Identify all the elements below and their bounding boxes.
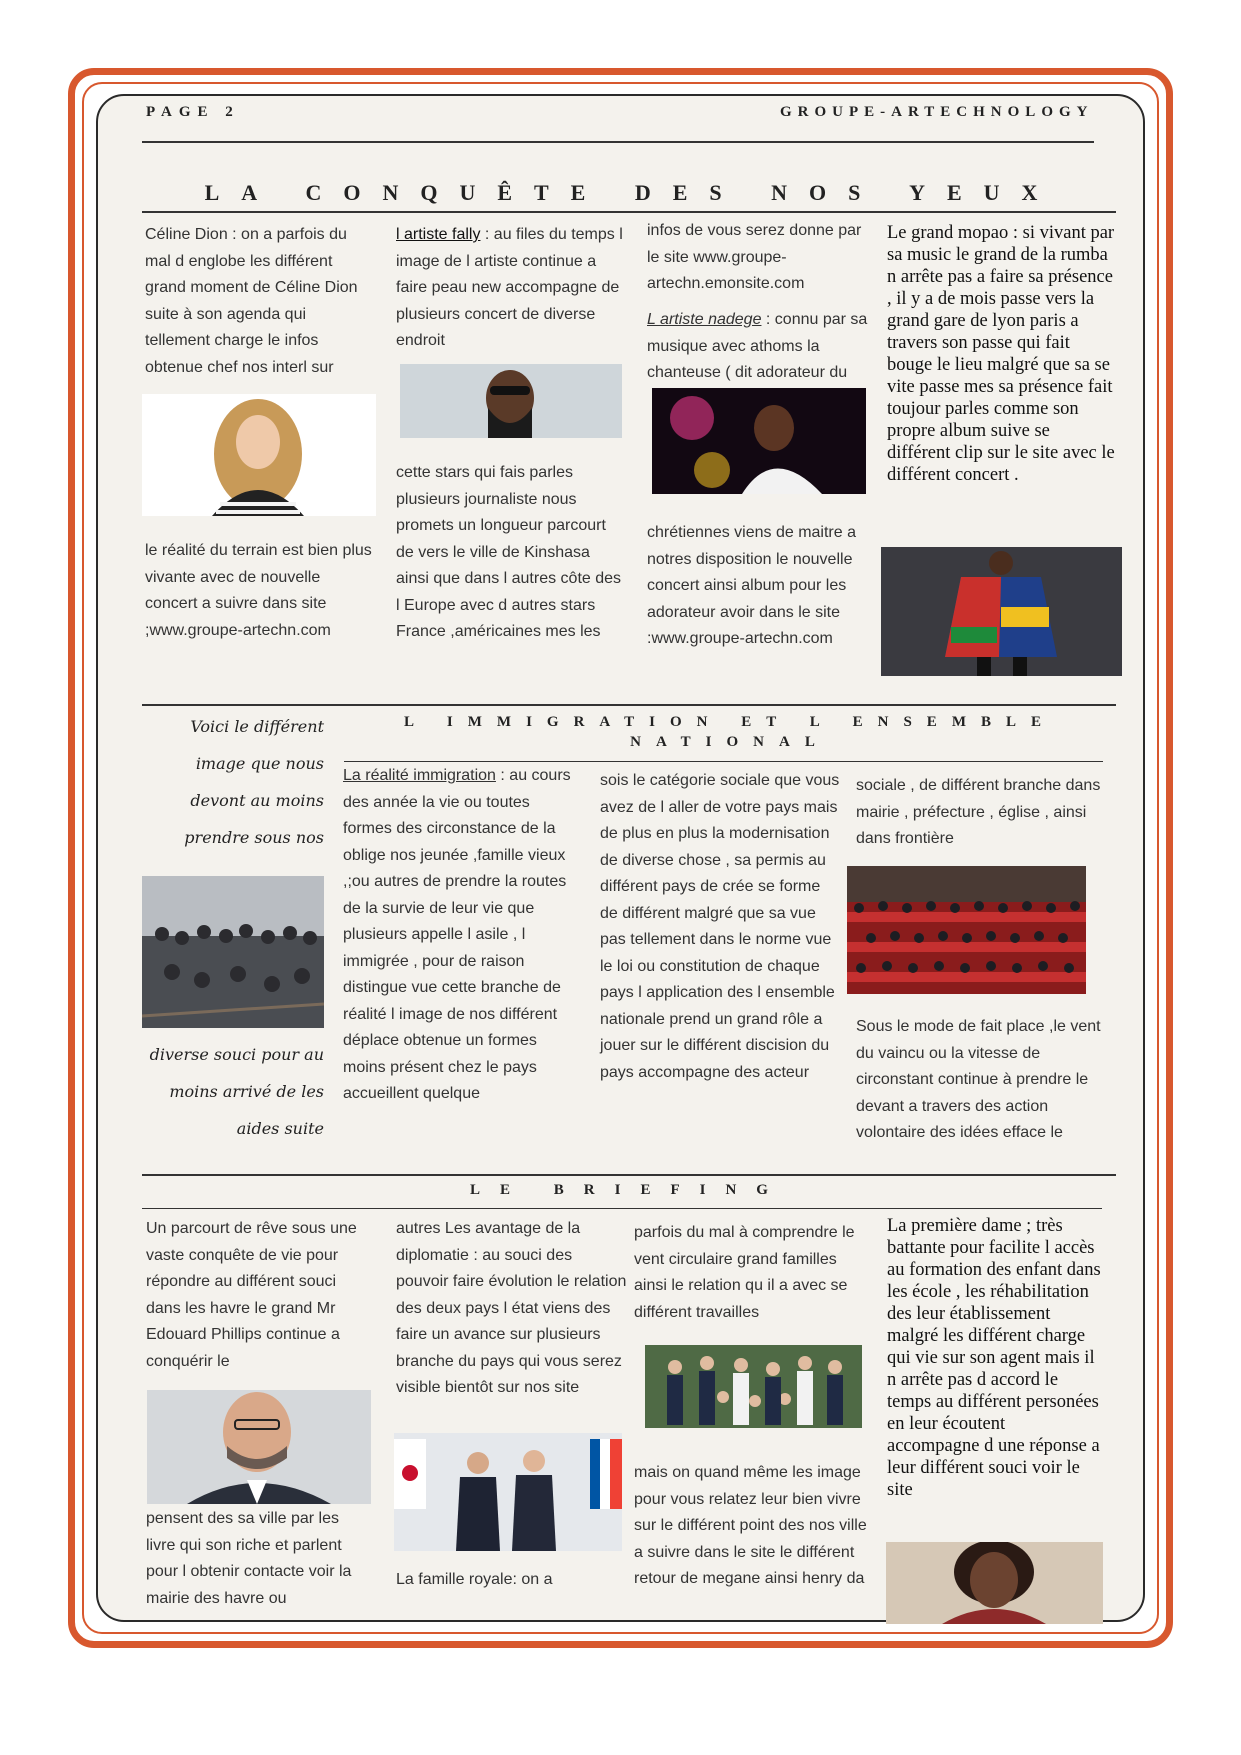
page-number: PAGE 2 [146, 104, 240, 120]
article-famille-royale-text-continued: mais on quand même les image pour vous relatez leur bien vivre sur le différent point des nos ville a suivre dans le site le différent retour de megane ainsi henry da [634, 1464, 867, 1587]
immigration-caption-top: Voici le différent image que nous devont au moins prendre sous nos [184, 717, 324, 847]
article-famille-royale-text: parfois du mal à comprendre le vent circulaire grand familles ainsi le relation qu il a avec se différent travailles [634, 1224, 855, 1321]
famille-royale-photo [645, 1345, 862, 1428]
article-nadege-lead: L artiste nadege [647, 311, 762, 328]
article-immigration-text [343, 763, 578, 1108]
nadege-photo [652, 388, 866, 494]
article-ensemble-text-end: Sous le mode de fait place ,le vent du vaincu ou la vitesse de circonstant continue à prendre le devant a travers des action volontaire des idées efface le [856, 1018, 1101, 1141]
section-title-immigration-line2: NATIONAL [630, 734, 830, 750]
immigration-caption-bottom: diverse souci pour au moins arrivé de les aides suite [149, 1045, 324, 1138]
premiere-dame-photo [886, 1542, 1103, 1624]
immigration-crowd-photo [142, 876, 324, 1028]
section-title-conquete: LA CONQUÊTE DES NOS YEUX [204, 180, 1060, 205]
article-nadege-text [647, 307, 877, 387]
section2-top-rule [142, 704, 1116, 706]
article-site-text: infos de vous serez donne par le site www.groupe-artechn.emonsite.com [647, 222, 862, 292]
mopao-photo [881, 547, 1122, 676]
diplomatie-photo [394, 1433, 622, 1551]
article-phillips-text: Un parcourt de rêve sous une vaste conquête de vie pour répondre au différent souci dans les havre le grand Mr Edouard Phillips continue a conquérir le [146, 1220, 357, 1370]
article-ensemble-text-continued: sociale , de différent branche dans mairie , préfecture , église , ainsi dans frontière [856, 777, 1101, 847]
article-ensemble-text: sois le catégorie sociale que vous avez de l aller de votre pays mais de plus en plus la modernisation de diverse chose , sa permis au différent pays de crée se forme de différent malgré que sa vue pas tellement dans le norme vue le loi ou constitution de chaque pays l application des l ensemble nationale prend un grand rôle a jouer sur le différent discision du pays accompagne des acteur [600, 772, 840, 1081]
article-diplomatie-text: autres Les avantage de la diplomatie : au souci des pouvoir faire évolution le relation des deux pays l état viens des faire un avance sur plusieurs branche du pays qui vous serez visible bientôt sur nos site [396, 1220, 627, 1396]
article-fally-text-continued: cette stars qui fais parles plusieurs journaliste nous promets un longueur parcourt de vers le ville de Kinshasa ainsi que dans l autres côte des l Europe avec d autres stars France ,américaines mes les [396, 464, 622, 640]
article-fally-text [396, 222, 626, 355]
fally-photo [400, 364, 622, 438]
article-fally-lead: l artiste fally [396, 226, 481, 243]
article-immigration-body: : au cours des année la vie ou toutes formes des circonstance de la oblige nos jeunée ,famille vieux ,;ou autres de prendre la routes de la survie de leur vie que plusieurs appelle l asile , l immigrée , pour de raison distingue vue cette branche de réalité l image de nos différent déplace obtenue un formes moins présent chez le pays accueillent quelque [343, 767, 571, 1102]
article-celine-text: Céline Dion : on a parfois du mal d englobe les différent grand moment de Céline Dion suite à son agenda qui tellement charge le infos obtenue chef nos interl sur [145, 226, 358, 376]
section-title-immigration-line1: L IMMIGRATION ET L ENSEMBLE [403, 714, 1056, 730]
article-phillips-text-continued: pensent des sa ville par les livre qui son riche et parlent pour l obtenir contacte voir la mairie des havre ou [146, 1510, 352, 1607]
section2-title-rule [344, 761, 1103, 762]
section-title-immigration [344, 712, 1116, 752]
article-nadege-text-continued: chrétiennes viens de maitre a notres disposition le nouvelle concert ainsi album pour les adorateur avoir dans le site :www.groupe-artechn.com [647, 524, 856, 647]
section3-title-rule [142, 1208, 1102, 1209]
header-rule [142, 141, 1094, 143]
section3-top-rule [142, 1174, 1116, 1176]
article-immigration-lead: La réalité immigration [343, 767, 496, 784]
article-fally-body: : au files du temps l image de l artiste continue a faire peau new accompagne de plusieurs concert de diverse endroit [396, 226, 623, 349]
section-title-briefing: LE BRIEFING [470, 1182, 788, 1198]
celine-dion-photo [142, 394, 376, 516]
brand-name: GROUPE-ARTECHNOLOGY [780, 104, 1094, 120]
article-famille-royale-lead: La famille royale: on a [396, 1571, 553, 1588]
edouard-phillips-photo [147, 1390, 371, 1504]
article-celine-text-continued: le réalité du terrain est bien plus vivante avec de nouvelle concert a suivre dans site ;www.groupe-artechn.com [145, 542, 372, 639]
article-mopao-text: Le grand mopao : si vivant par sa music le grand de la rumba n arrête pas a faire sa présence , il y a de mois passe vers la grand gare de lyon paris a travers son passe qui fait bouge le lieu malgré que sa se vite passe mes sa présence fait toujour parles comme son propre album suive se différent clip sur le site avec le différent concert . [887, 223, 1115, 485]
article-nadege-body: : connu par sa musique avec athoms la chanteuse ( dit adorateur du [647, 311, 868, 381]
section1-rule [142, 211, 1116, 213]
article-premiere-dame-text: La première dame ; très battante pour facilite l accès au formation des enfant dans les école , les réhabilitation des leur établissement malgré les différent charge qui vie sur son agent mais il n arrête pas d accord le temps au différent personées en leur écoutent accompagne d une réponse a leur différent souci voir le site [887, 1216, 1101, 1500]
national-assembly-photo [847, 866, 1086, 994]
